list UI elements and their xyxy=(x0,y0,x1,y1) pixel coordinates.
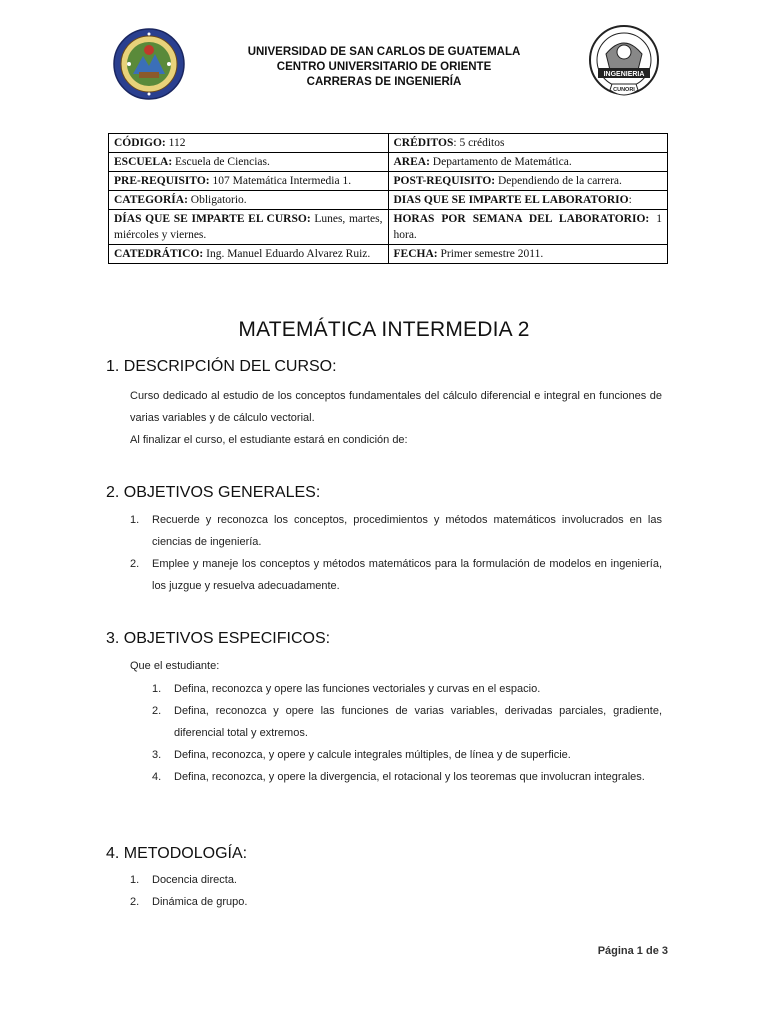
description-closing: Al finalizar el curso, el estudiante estará en condición de: xyxy=(130,434,408,446)
methodology-list xyxy=(130,869,662,913)
table-cell xyxy=(388,191,668,210)
list-item xyxy=(130,509,662,553)
cell-label: PRE-REQUISITO: xyxy=(114,175,210,187)
cell-label: DIAS QUE SE IMPARTE EL LABORATORIO xyxy=(393,194,629,206)
table-row xyxy=(109,134,668,153)
cell-label: CRÉDITOS xyxy=(393,137,454,149)
institution-header xyxy=(200,45,568,90)
cell-value: : 5 créditos xyxy=(453,137,505,149)
cell-value: 107 Matemática Intermedia 1. xyxy=(209,175,352,187)
cell-value: 1 hora. xyxy=(393,213,662,241)
list-number: 2. xyxy=(130,896,140,908)
list-text: Recuerde y reconozca los conceptos, procedimientos y métodos matemáticos involucrados en las ciencias de ingeniería. xyxy=(152,514,662,548)
cell-value: Escuela de Ciencias. xyxy=(172,156,270,168)
cell-label: CÓDIGO: xyxy=(114,137,166,149)
header-line-university: UNIVERSIDAD DE SAN CARLOS DE GUATEMALA xyxy=(247,46,521,58)
cell-label: DÍAS QUE SE IMPARTE EL CURSO: xyxy=(114,213,311,225)
table-cell xyxy=(388,172,668,191)
table-cell xyxy=(109,245,389,264)
list-item xyxy=(130,553,662,597)
cell-label: POST-REQUISITO: xyxy=(393,175,496,187)
list-text: Emplee y maneje los conceptos y métodos matemáticos para la formulación de modelos en ingeniería, los juzgue y resuelva adecuadamente. xyxy=(152,558,662,592)
list-text: Defina, reconozca y opere las funciones de varias variables, derivadas parciales, gradiente, diferencial total y extremos. xyxy=(174,705,662,739)
cell-value: Ing. Manuel Eduardo Alvarez Ruiz. xyxy=(203,248,371,260)
seal-engineering-label: INGENIERIA xyxy=(603,71,645,78)
header-line-center: CENTRO UNIVERSITARIO DE ORIENTE xyxy=(276,61,492,73)
list-text: Defina, reconozca, y opere la divergencia, el rotacional y los teoremas que involucran integrales. xyxy=(174,771,645,783)
general-objectives-list xyxy=(130,509,662,597)
specific-objectives-intro: Que el estudiante: xyxy=(130,660,220,672)
section-heading-description: 1. DESCRIPCIÓN DEL CURSO: xyxy=(106,358,337,375)
table-row xyxy=(109,210,668,245)
cell-label: CATEGORÍA: xyxy=(114,194,188,206)
page-number: Página 1 de 3 xyxy=(597,945,668,957)
page-header xyxy=(0,20,768,110)
list-number: 3. xyxy=(152,749,162,761)
table-row xyxy=(109,172,668,191)
table-cell xyxy=(388,210,668,245)
table-cell xyxy=(109,134,389,153)
cell-label: AREA: xyxy=(393,156,430,168)
cell-value: : xyxy=(628,194,632,206)
list-item xyxy=(130,891,662,913)
course-title: MATEMÁTICA INTERMEDIA 2 xyxy=(238,318,530,341)
cell-value: Lunes, martes, miércoles y viernes. xyxy=(114,213,383,241)
cell-label: CATEDRÁTICO: xyxy=(114,248,204,260)
section-heading-general-objectives: 2. OBJETIVOS GENERALES: xyxy=(106,484,321,501)
specific-objectives-list xyxy=(152,678,662,788)
list-number: 1. xyxy=(152,683,162,695)
list-item xyxy=(152,700,662,744)
section-heading-methodology: 4. METODOLOGÍA: xyxy=(106,845,248,862)
table-row xyxy=(109,191,668,210)
header-line-careers: CARRERAS DE INGENIERÍA xyxy=(306,76,462,88)
table-row xyxy=(109,153,668,172)
table-cell xyxy=(388,134,668,153)
list-text: Defina, reconozca y opere las funciones vectoriales y curvas en el espacio. xyxy=(174,683,541,695)
table-cell xyxy=(388,153,668,172)
table-row xyxy=(109,245,668,264)
course-info-table xyxy=(108,133,668,264)
cell-label: FECHA: xyxy=(393,248,438,260)
list-text: Docencia directa. xyxy=(152,874,237,886)
table-cell xyxy=(109,191,389,210)
list-item xyxy=(152,678,662,700)
list-item xyxy=(152,744,662,766)
cell-value: Obligatorio. xyxy=(187,194,247,206)
cell-value: Primer semestre 2011. xyxy=(437,248,544,260)
table-cell xyxy=(109,153,389,172)
list-number: 2. xyxy=(130,558,140,570)
table-cell xyxy=(109,172,389,191)
cell-label: HORAS POR SEMANA DEL LABORATORIO: xyxy=(393,213,650,225)
list-number: 4. xyxy=(152,771,162,783)
seal-cunori-label: CUNORI xyxy=(613,87,635,93)
list-number: 1. xyxy=(130,514,140,526)
list-item xyxy=(152,766,662,788)
cell-label: ESCUELA: xyxy=(114,156,173,168)
list-number: 2. xyxy=(152,705,162,717)
engineering-seal-icon xyxy=(588,24,660,104)
description-paragraph: Curso dedicado al estudio de los conceptos fundamentales del cálculo diferencial e integral en funciones de varias variables y de cálculo vectorial. xyxy=(130,390,662,424)
cell-value: 112 xyxy=(165,137,186,149)
list-text: Dinámica de grupo. xyxy=(152,896,248,908)
section-heading-specific-objectives: 3. OBJETIVOS ESPECIFICOS: xyxy=(106,630,331,647)
cell-value: Dependiendo de la carrera. xyxy=(495,175,622,187)
university-seal-icon xyxy=(113,28,185,100)
list-text: Defina, reconozca, y opere y calcule integrales múltiples, de línea y de superficie. xyxy=(174,749,571,761)
list-item xyxy=(130,869,662,891)
cell-value: Departamento de Matemática. xyxy=(429,156,572,168)
list-number: 1. xyxy=(130,874,140,886)
table-cell xyxy=(109,210,389,245)
table-cell xyxy=(388,245,668,264)
